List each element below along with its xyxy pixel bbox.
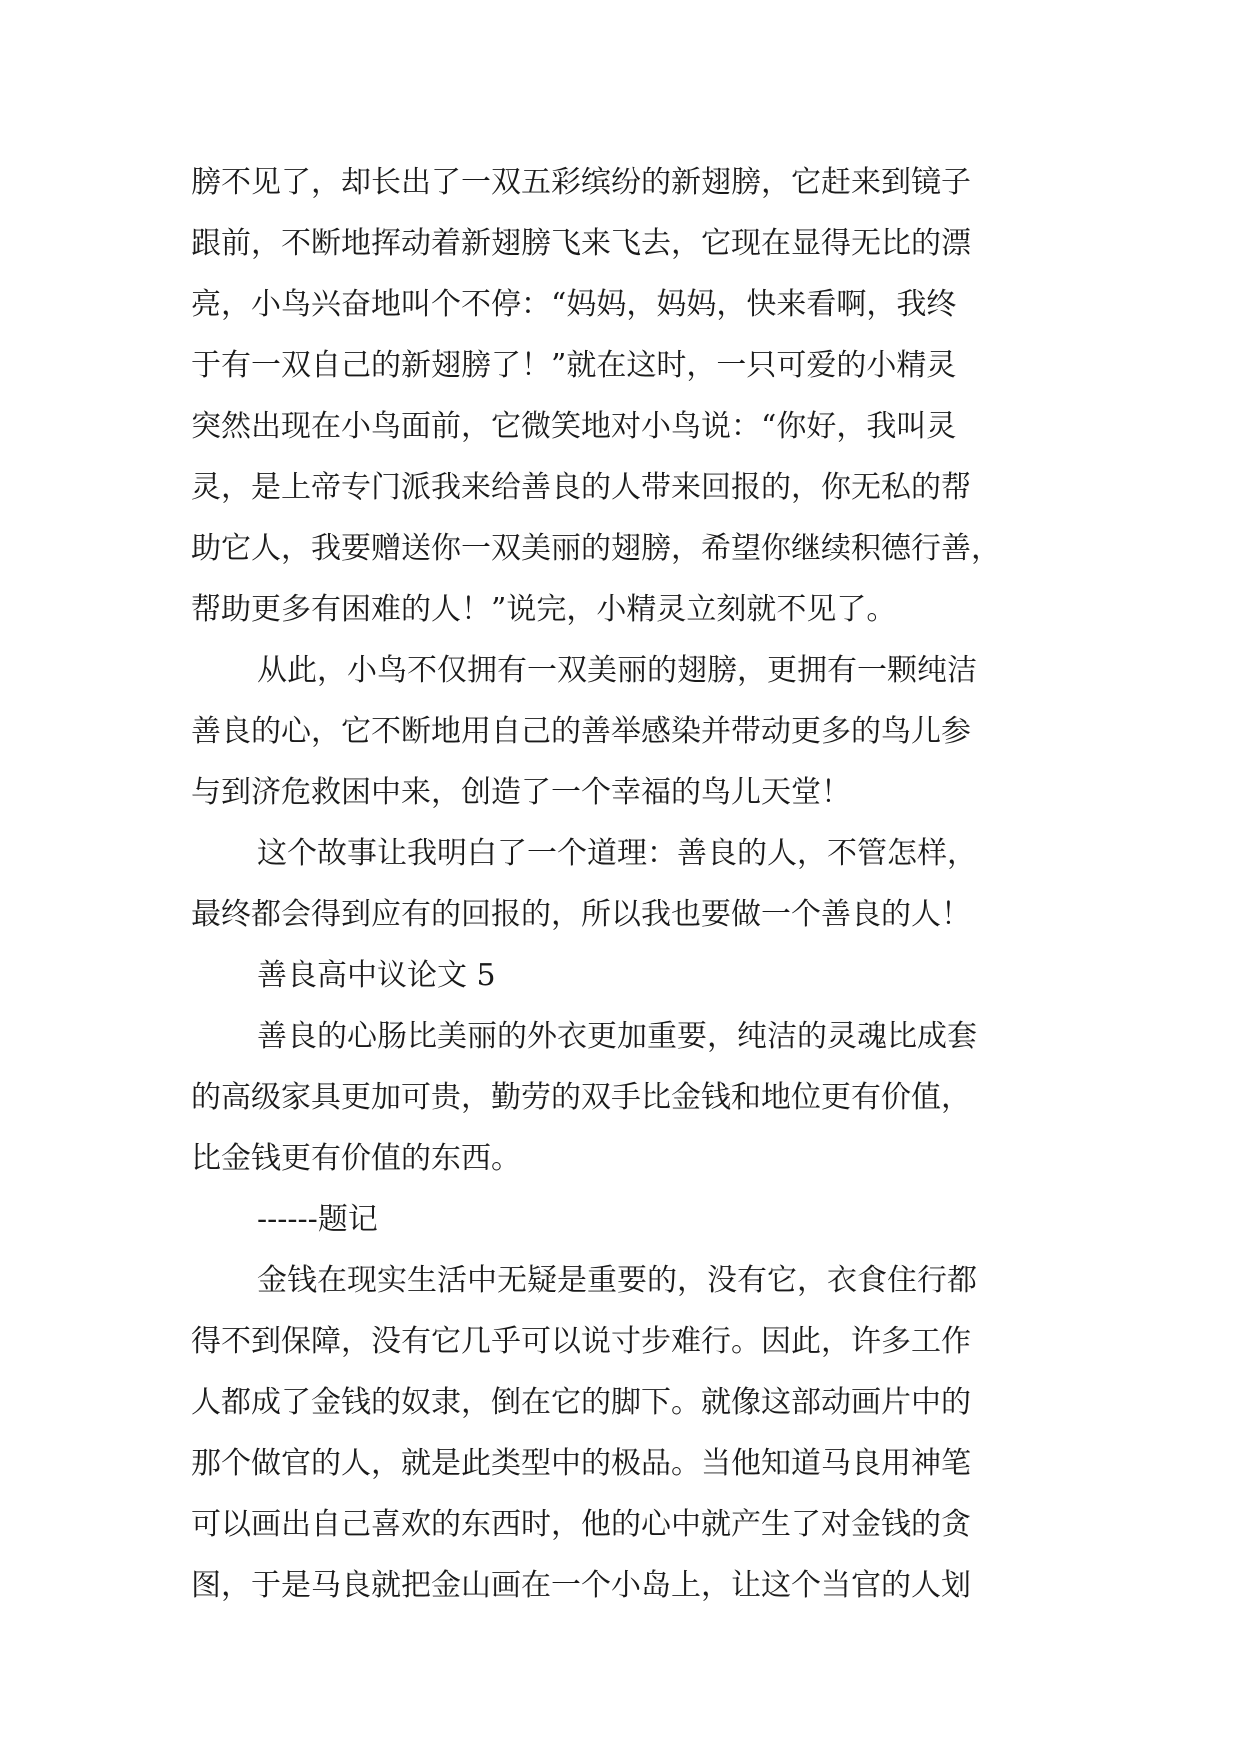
paragraph [191, 1250, 1081, 1616]
epigraph-signature: ------题记 [257, 1202, 378, 1237]
story-continuation [191, 152, 1081, 945]
paragraph [191, 823, 1081, 945]
text-line: 可以画出自己喜欢的东西时，他的心中就产生了对金钱的贪 [191, 1507, 971, 1542]
text-line: 那个做官的人，就是此类型中的极品。当他知道马良用神笔 [191, 1446, 971, 1481]
text-line: 这个故事让我明白了一个道理：善良的人，不管怎样， [257, 836, 977, 871]
text-line: 助它人，我要赠送你一双美丽的翅膀，希望你继续积德行善， [191, 531, 1001, 566]
paragraph [191, 1006, 1081, 1189]
text-line: 图，于是马良就把金山画在一个小岛上，让这个当官的人划 [191, 1568, 971, 1603]
section-title: 善良高中议论文 5 [257, 958, 496, 993]
text-line: 的高级家具更加可贵，勤劳的双手比金钱和地位更有价值， [191, 1080, 971, 1115]
text-line: 得不到保障，没有它几乎可以说寸步难行。因此，许多工作 [191, 1324, 971, 1359]
text-line: 帮助更多有困难的人！”说完，小精灵立刻就不见了。 [191, 592, 897, 627]
text-line: 比金钱更有价值的东西。 [191, 1141, 521, 1176]
text-line: 善良的心肠比美丽的外衣更加重要，纯洁的灵魂比成套 [257, 1019, 977, 1054]
text-line: 突然出现在小鸟面前，它微笑地对小鸟说：“你好，我叫灵 [191, 409, 957, 444]
essay-body [191, 1250, 1081, 1616]
text-line: 于有一双自己的新翅膀了！”就在这时，一只可爱的小精灵 [191, 348, 957, 383]
text-line: 跟前，不断地挥动着新翅膀飞来飞去，它现在显得无比的漂 [191, 226, 971, 261]
text-line: 最终都会得到应有的回报的，所以我也要做一个善良的人！ [191, 897, 971, 932]
text-line: 灵，是上帝专门派我来给善良的人带来回报的，你无私的帮 [191, 470, 971, 505]
text-line: 善良的心，它不断地用自己的善举感染并带动更多的鸟儿参 [191, 714, 971, 749]
text-line: 与到济危救困中来，创造了一个幸福的鸟儿天堂！ [191, 775, 851, 810]
paragraph [191, 640, 1081, 823]
text-line: 膀不见了，却长出了一双五彩缤纷的新翅膀，它赶来到镜子 [191, 165, 971, 200]
text-line: 亮，小鸟兴奋地叫个不停：“妈妈，妈妈，快来看啊，我终 [191, 287, 957, 322]
text-line: 从此，小鸟不仅拥有一双美丽的翅膀，更拥有一颗纯洁 [257, 653, 977, 688]
essay-opening [191, 1006, 1081, 1189]
document-body [191, 152, 1081, 1616]
text-line: 金钱在现实生活中无疑是重要的，没有它，衣食住行都 [257, 1263, 977, 1298]
paragraph [191, 152, 1081, 640]
text-line: 人都成了金钱的奴隶，倒在它的脚下。就像这部动画片中的 [191, 1385, 971, 1420]
